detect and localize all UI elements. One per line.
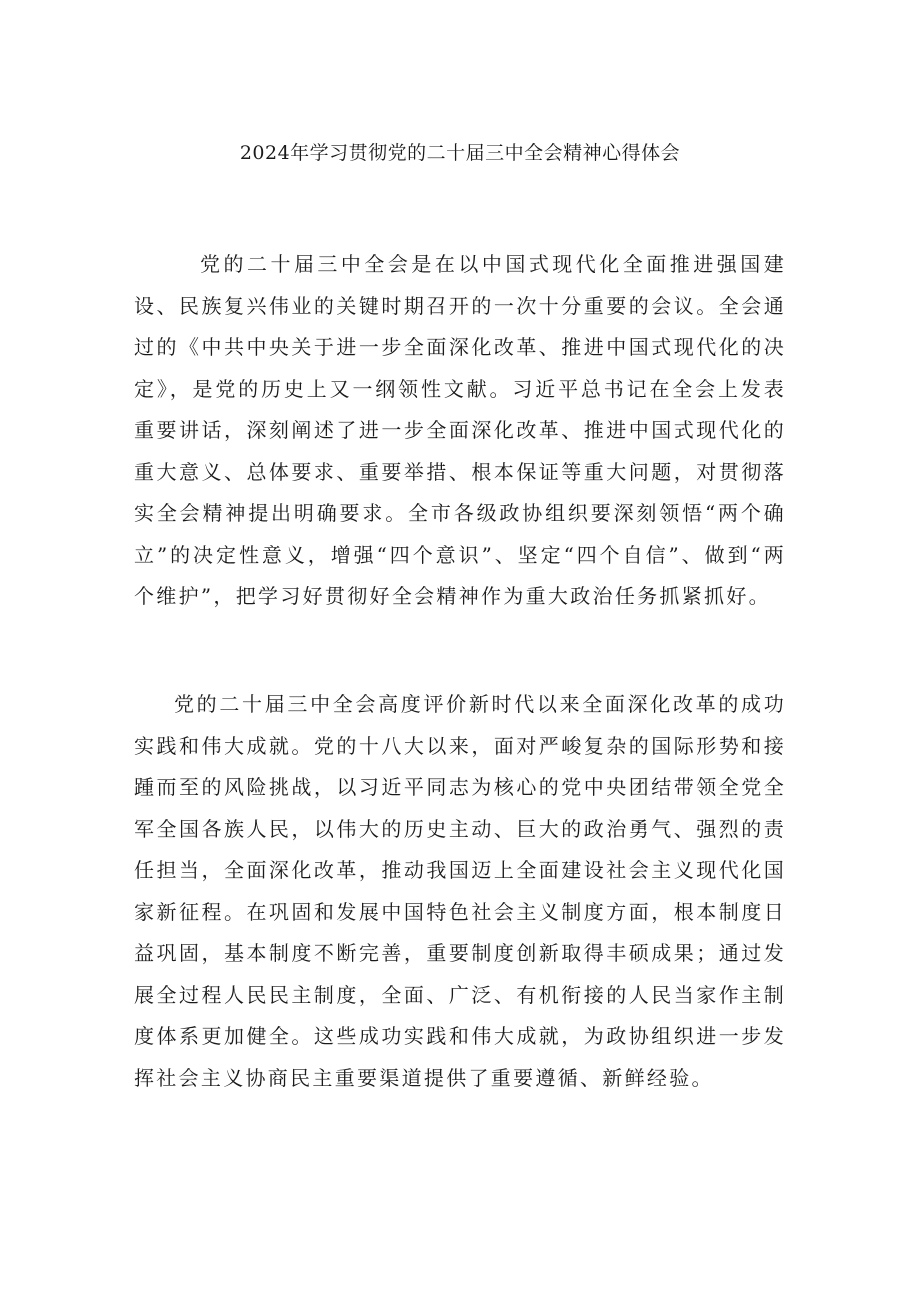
- paragraph-2: 党的二十届三中全会高度评价新时代以来全面深化改革的成功实践和伟大成就。党的十八大以来，面对严峻复杂的国际形势和接踵而至的风险挑战，以习近平同志为核心的党中央团结带领全党全军全国各族人民，以伟大的历史主动、巨大的政治勇气、强烈的责任担当，全面深化改革，推动我国迈上全面建设社会主义现代化国家新征程。在巩固和发展中国特色社会主义制度方面，根本制度日益巩固，基本制度不断完善，重要制度创新取得丰硕成果；通过发展全过程人民民主制度，全面、广泛、有机衔接的人民当家作主制度体系更加健全。这些成功实践和伟大成就，为政协组织进一步发挥社会主义协商民主重要渠道提供了重要遵循、新鲜经验。: [134, 692, 786, 1090]
- paragraph-1: 党的二十届三中全会是在以中国式现代化全面推进强国建设、民族复兴伟业的关键时期召开的一次十分重要的会议。全会通过的《中共中央关于进一步全面深化改革、推进中国式现代化的决定》，是党的历史上又一纲领性文献。习近平总书记在全会上发表重要讲话，深刻阐述了进一步全面深化改革、推进中国式现代化的重大意义、总体要求、重要举措、根本保证等重大问题，对贯彻落实全会精神提出明确要求。全市各级政协组织要深刻领悟“两个确立”的决定性意义，增强“四个意识”、坚定“四个自信”、做到“两个维护”，把学习好贯彻好全会精神作为重大政治任务抓紧抓好。: [134, 252, 786, 608]
- document-title: 2024年学习贯彻党的二十届三中全会精神心得体会: [239, 142, 681, 164]
